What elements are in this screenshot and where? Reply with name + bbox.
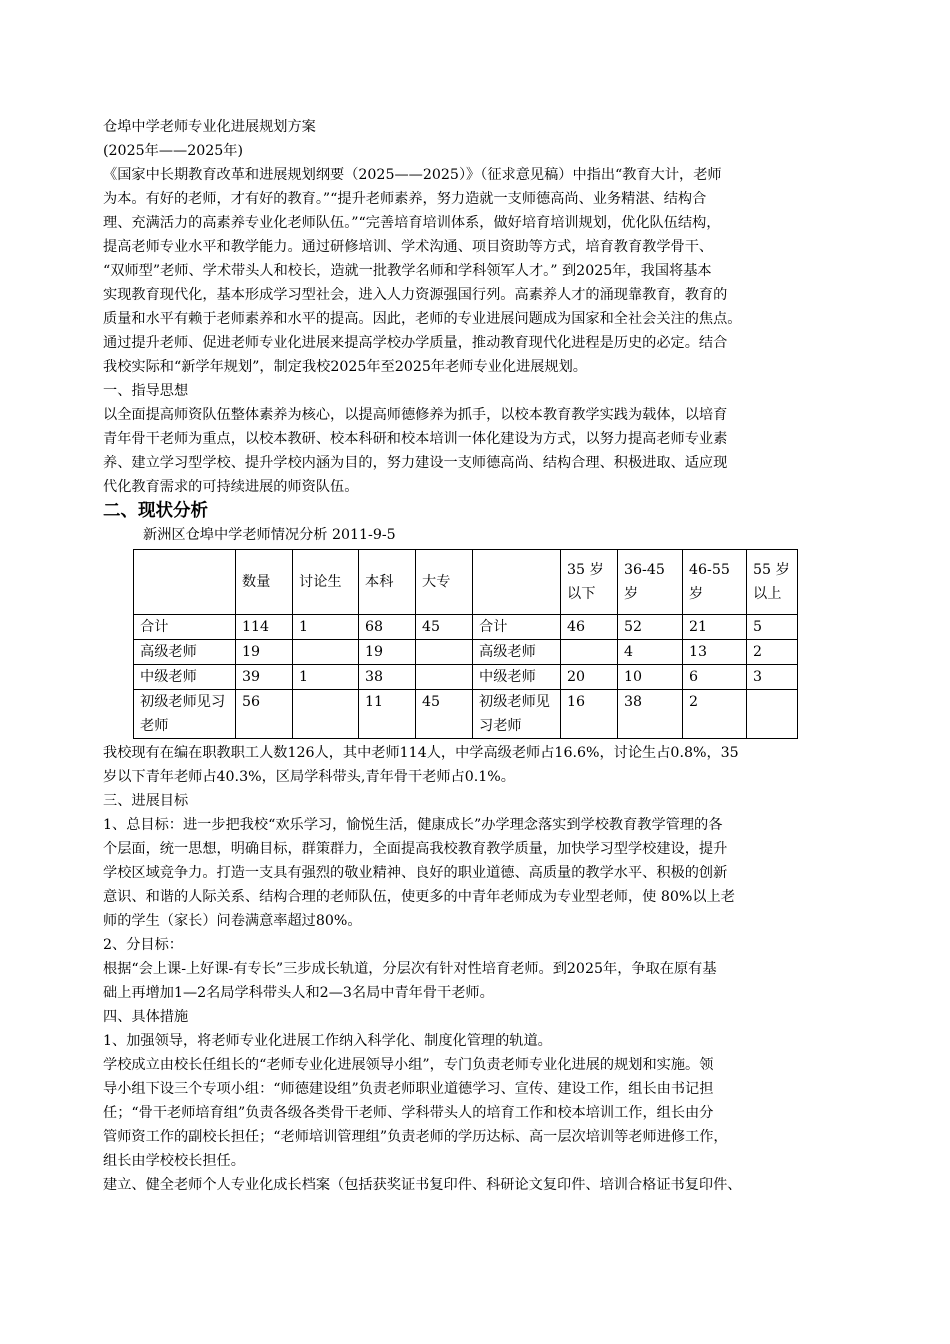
table-cell xyxy=(561,640,618,665)
table-row xyxy=(134,665,798,690)
table-cell: 19 xyxy=(236,640,293,665)
measure-line: 任；“骨干老师培育组”负责各级各类骨干老师、学科带头人的培育工作和校本培训工作，组长由分 xyxy=(103,1105,714,1121)
table-cell: 5 xyxy=(747,615,798,640)
intro-line: 为本。有好的老师，才有好的教育。”“提升老师素养，努力造就一支师德高尚、业务精湛、结构合 xyxy=(103,191,707,207)
table-cell: 1 xyxy=(293,665,359,690)
table-cell: 3 xyxy=(747,665,798,690)
section4-heading: 四、具体措施 xyxy=(103,1009,189,1025)
table-cell xyxy=(293,640,359,665)
document-title: 仓埠中学老师专业化进展规划方案 xyxy=(103,119,316,135)
intro-line: 《国家中长期教育改革和进展规划纲要（2025——2025）》（征求意见稿）中指出“教育大计，老师 xyxy=(103,167,722,183)
document-page xyxy=(103,115,863,1197)
section1-line: 养、建立学习型学校、提升学校内涵为目的，努力建设一支师德高尚、结构合理、积极进取、适应现 xyxy=(103,455,728,471)
teacher-stats-table xyxy=(133,549,798,739)
section1-line: 以全面提高师资队伍整体素养为核心，以提高师德修养为抓手，以校本教育教学实践为载体，以培育 xyxy=(103,407,728,423)
table-header-cell: 55 岁以上 xyxy=(747,550,798,615)
table-cell: 2 xyxy=(683,690,747,739)
section1-heading: 一、指导思想 xyxy=(103,383,189,399)
measure-item-1: 1、加强领导，将老师专业化进展工作纳入科学化、制度化管理的轨道。 xyxy=(103,1033,552,1049)
table-cell: 68 xyxy=(359,615,416,640)
table-header-cell: 46-55 岁 xyxy=(683,550,747,615)
table-caption: 新洲区仓埠中学老师情况分析 2011-9-5 xyxy=(143,527,396,543)
table-cell: 1 xyxy=(293,615,359,640)
table-cell: 46 xyxy=(561,615,618,640)
table-header-cell xyxy=(134,550,236,615)
table-cell: 高级老师 xyxy=(134,640,236,665)
table-header-cell: 35 岁以下 xyxy=(561,550,618,615)
table-row xyxy=(134,615,798,640)
summary-line: 我校现有在编在职教职工人数126人，其中老师114人，中学高级老师占16.6%，讨论生占0.8%，35 xyxy=(103,745,739,761)
table-cell: 19 xyxy=(359,640,416,665)
goal1-line: 1、总目标：进一步把我校“欢乐学习，愉悦生活，健康成长”办学理念落实到学校教育教学管理的各 xyxy=(103,817,723,833)
table-cell: 初级老师见习老师 xyxy=(473,690,561,739)
table-header-cell: 36-45 岁 xyxy=(618,550,683,615)
intro-line: 提高老师专业水平和教学能力。通过研修培训、学术沟通、项目资助等方式，培育教育教学骨干、 xyxy=(103,239,714,255)
table-cell xyxy=(416,640,473,665)
table-cell: 合计 xyxy=(473,615,561,640)
intro-line: 通过提升老师、促进老师专业化进展来提高学校办学质量，推动教育现代化进程是历史的必定。结合 xyxy=(103,335,728,351)
table-cell: 6 xyxy=(683,665,747,690)
table-cell: 2 xyxy=(747,640,798,665)
table-header-cell: 数量 xyxy=(236,550,293,615)
table-cell: 4 xyxy=(618,640,683,665)
table-cell: 11 xyxy=(359,690,416,739)
goal1-line: 学校区域竞争力。打造一支具有强烈的敬业精神、良好的职业道德、高质量的教学水平、积极的创新 xyxy=(103,865,728,881)
table-cell: 45 xyxy=(416,690,473,739)
table-cell: 38 xyxy=(359,665,416,690)
table-header-row xyxy=(134,550,798,615)
goal1-paragraph xyxy=(103,813,863,933)
table-cell xyxy=(416,665,473,690)
table-cell: 39 xyxy=(236,665,293,690)
measure-line: 学校成立由校长任组长的“老师专业化进展领导小组”，专门负责老师专业化进展的规划和实施。领 xyxy=(103,1057,714,1073)
archive-line: 建立、健全老师个人专业化成长档案（包括获奖证书复印件、科研论文复印件、培训合格证书复印件、 xyxy=(103,1177,742,1193)
intro-paragraph xyxy=(103,163,863,379)
table-cell: 高级老师 xyxy=(473,640,561,665)
intro-line: 实现教育现代化，基本形成学习型社会，进入人力资源强国行列。高素养人才的涌现靠教育，教育的 xyxy=(103,287,728,303)
table-cell: 114 xyxy=(236,615,293,640)
table-header-cell: 大专 xyxy=(416,550,473,615)
section2-heading: 二、现状分析 xyxy=(103,501,208,521)
measure-line: 组长由学校校长担任。 xyxy=(103,1153,245,1169)
document-subtitle: (2025年——2025年) xyxy=(103,143,244,159)
goal2-line: 根据“会上课-上好课-有专长”三步成长轨道，分层次有针对性培育老师。到2025年，争取在原有基 xyxy=(103,961,717,977)
table-header-cell: 讨论生 xyxy=(293,550,359,615)
goal1-line: 意识、和谐的人际关系、结构合理的老师队伍，使更多的中青年老师成为专业型老师，使 80%以上老 xyxy=(103,889,735,905)
table-header-cell: 本科 xyxy=(359,550,416,615)
intro-line: 理、充满活力的高素养专业化老师队伍。”“完善培育培训体系，做好培育培训规划，优化队伍结构， xyxy=(103,215,721,231)
intro-line: 我校实际和“新学年规划”，制定我校2025年至2025年老师专业化进展规划。 xyxy=(103,359,587,375)
measure-paragraph xyxy=(103,1053,863,1173)
intro-line: “双师型”老师、学术带头人和校长，造就一批教学名师和学科领军人才。” 到2025年，我国将基本 xyxy=(103,263,712,279)
intro-line: 质量和水平有赖于老师素养和水平的提高。因此，老师的专业进展问题成为国家和全社会关注的焦点。 xyxy=(103,311,742,327)
summary-paragraph xyxy=(103,741,863,789)
table-cell xyxy=(293,690,359,739)
table-cell: 13 xyxy=(683,640,747,665)
section1-line: 青年骨干老师为重点，以校本教研、校本科研和校本培训一体化建设为方式，以努力提高老师专业素 xyxy=(103,431,728,447)
table-cell: 38 xyxy=(618,690,683,739)
table-cell: 21 xyxy=(683,615,747,640)
table-cell: 初级老师见习老师 xyxy=(134,690,236,739)
table-cell: 合计 xyxy=(134,615,236,640)
measure-line: 导小组下设三个专项小组：“师德建设组”负责老师职业道德学习、宣传、建设工作，组长由书记担 xyxy=(103,1081,714,1097)
section1-paragraph xyxy=(103,403,863,499)
measure-line: 管师资工作的副校长担任；“老师培训管理组”负责老师的学历达标、高一层次培训等老师进修工作， xyxy=(103,1129,728,1145)
section3-heading: 三、进展目标 xyxy=(103,793,189,809)
table-row xyxy=(134,690,798,739)
table-cell xyxy=(747,690,798,739)
table-cell: 52 xyxy=(618,615,683,640)
section1-line: 代化教育需求的可持续进展的师资队伍。 xyxy=(103,479,359,495)
table-cell: 中级老师 xyxy=(134,665,236,690)
table-row xyxy=(134,640,798,665)
goal2-heading: 2、分目标： xyxy=(103,937,183,953)
goal2-line: 础上再增加1—2名局学科带头人和2—3名局中青年骨干老师。 xyxy=(103,985,494,1001)
table-cell: 16 xyxy=(561,690,618,739)
goal1-line: 个层面，统一思想，明确目标，群策群力，全面提高我校教育教学质量，加快学习型学校建设，提升 xyxy=(103,841,728,857)
table-cell: 56 xyxy=(236,690,293,739)
table-cell: 45 xyxy=(416,615,473,640)
summary-line: 岁以下青年老师占40.3%，区局学科带头,青年骨干老师占0.1%。 xyxy=(103,769,515,785)
goal2-paragraph xyxy=(103,957,863,1005)
table-cell: 10 xyxy=(618,665,683,690)
table-header-cell xyxy=(473,550,561,615)
table-cell: 中级老师 xyxy=(473,665,561,690)
table-cell: 20 xyxy=(561,665,618,690)
goal1-line: 师的学生（家长）问卷满意率超过80%。 xyxy=(103,913,362,929)
